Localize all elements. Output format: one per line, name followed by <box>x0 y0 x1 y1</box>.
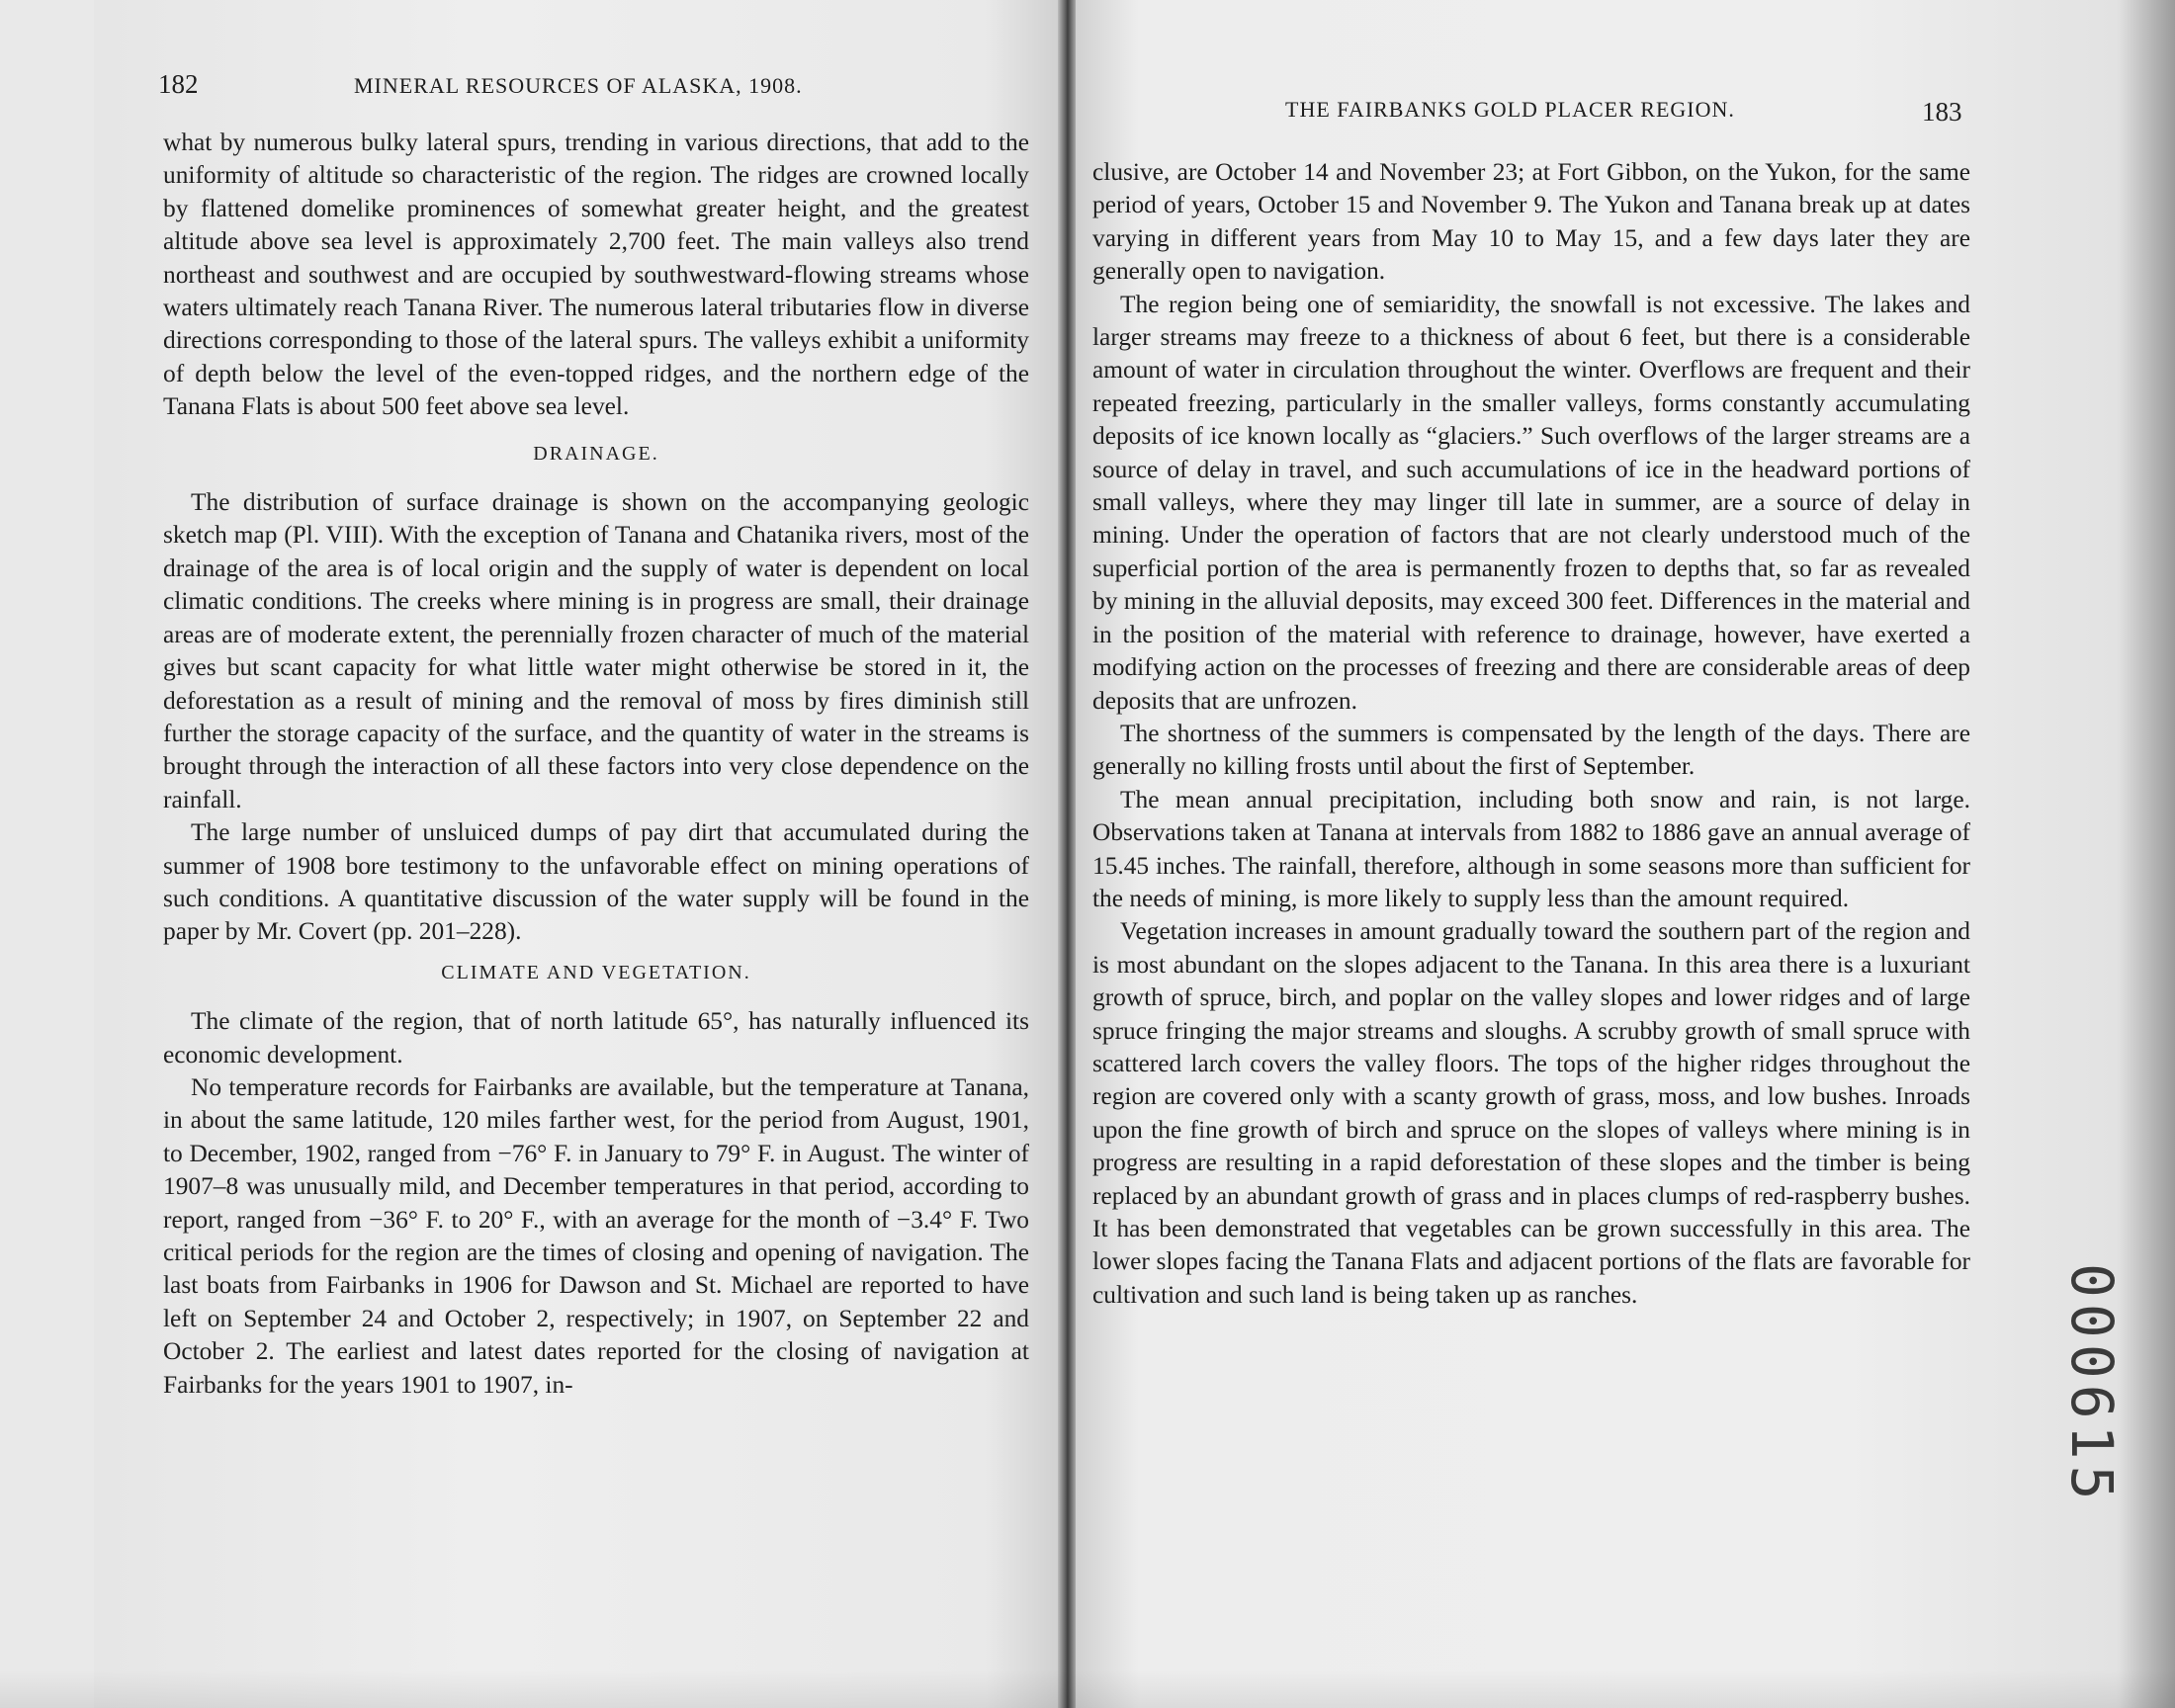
left-paragraph-5: No temperature records for Fairbanks are available, but the temperature at Tanana, in about the same latitude, 120 miles farther west, for the period from August, 1901, to December, 1902, ranged from −76° F. in January to 79° F. in August. The winter of 1907–8 was unusually mild, and December temperatures in that period, according to report, ranged from −36° F. to 20° F., with an average for the month of −3.4° F. Two critical periods for the region are the times of closing and opening of navigation. The last boats from Fairbanks in 1906 for Dawson and St. Michael are reported to have left on September 24 and October 2, respectively; in 1907, on September 22 and October 2. The earliest and latest dates reported for the closing of navigation at Fairbanks for the years 1901 to 1907, in- <box>163 1072 1029 1399</box>
book-gutter <box>1058 0 1076 1708</box>
left-text-column <box>163 127 1029 1402</box>
left-paragraph-2: The distribution of surface drainage is shown on the accompanying geologic sketch map (Pl. VIII). With the exception of Tanana and Chatanika rivers, most of the drainage of the area is of local origin and the supply of water is dependent on local climatic conditions. The creeks where mining is in progress are small, their drainage areas are of moderate extent, the perennially frozen character of much of the material gives but scant capacity for what little water might otherwise be stored in it, the deforestation as a result of mining and the removal of moss by fires diminish still further the storage capacity of the surface, and the quantity of water in the streams is brought through the interaction of all these factors into very close dependence on the rainfall. <box>163 488 1029 813</box>
right-paragraph-1: clusive, are October 14 and November 23; at Fort Gibbon, on the Yukon, for the same period of years, October 15 and November 9. The Yukon and Tanana break up at dates varying in different years from May 10 to May 15, and a few days later they are generally open to navigation. <box>1092 158 1970 286</box>
left-running-head: MINERAL RESOURCES OF ALASKA, 1908. <box>354 73 803 98</box>
left-page-number: 182 <box>158 69 199 99</box>
right-page-number: 183 <box>1922 97 1962 127</box>
right-text-column <box>1092 156 1970 1312</box>
heading-climate-vegetation: CLIMATE AND VEGETATION. <box>441 961 751 983</box>
right-running-head: THE FAIRBANKS GOLD PLACER REGION. <box>1285 97 1735 122</box>
left-paragraph-3: The large number of unsluiced dumps of pay dirt that accumulated during the summer of 1908 bore testimony to the unfavorable effect on mining operations of such conditions. A quantitative discussion of the water supply will be found in the paper by Mr. Covert (pp. 201–228). <box>163 818 1029 946</box>
heading-drainage: DRAINAGE. <box>533 442 659 465</box>
right-paragraph-3: The shortness of the summers is compensated by the length of the days. There are generally no killing frosts until about the first of September. <box>1092 719 1970 781</box>
left-paragraph-1: what by numerous bulky lateral spurs, trending in various directions, that add to the uniformity of altitude so characteristic of the region. The ridges are crowned locally by flattened domelike prominences of somewhat greater height, and the greatest altitude above sea level is approximately 2,700 feet. The main valleys also trend northeast and southwest and are occupied by southwestward-flowing streams whose waters ultimately reach Tanana River. The numerous lateral tributaries flow in diverse directions corresponding to those of the lateral spurs. The valleys exhibit a uniformity of depth below the level of the even-topped ridges, and the northern edge of the Tanana Flats is about 500 feet above sea level. <box>163 128 1029 421</box>
left-paragraph-4: The climate of the region, that of north latitude 65°, has naturally influenced its economic development. <box>163 1007 1029 1068</box>
archive-stamp-number <box>1918 1263 2126 1362</box>
right-paragraph-4: The mean annual precipitation, including both snow and rain, is not large. Observations taken at Tanana at intervals from 1882 to 1886 gave an annual average of 15.45 inches. The rainfall, therefore, although in some seasons more than sufficient for the needs of mining, is more likely to supply less than the amount required. <box>1092 785 1970 912</box>
bottom-shade <box>0 1670 2175 1708</box>
right-paragraph-5: Vegetation increases in amount gradually toward the southern part of the region and is most abundant on the slopes adjacent to the Tanana. In this area there is a luxuriant growth of spruce, birch, and poplar on the valley slopes and lower ridges and of large spruce fringing the major streams and sloughs. A scrubby growth of small spruce with scattered larch covers the valley floors. The tops of the higher ridges throughout the region are covered only with a scanty growth of grass, moss, and low bushes. Inroads upon the fine growth of birch and spruce on the slopes of valleys where mining is in progress are resulting in a rapid deforestation of these slopes and the timber is being replaced by an abundant growth of grass and in places clumps of red-raspberry bushes. It has been demonstrated that vegetables can be grown successfully in this area. The lower slopes facing the Tanana Flats and adjacent portions of the flats are favorable for cultivation and such land is being taken up as ranches. <box>1092 917 1970 1309</box>
right-paragraph-2: The region being one of semiaridity, the snowfall is not excessive. The lakes and larger streams may freeze to a thickness of about 6 feet, but there is a considerable amount of water in circulation throughout the winter. Overflows are frequent and their repeated freezing, particularly in the smaller valleys, forms constantly accumulating deposits of ice known locally as “glaciers.” Such overflows of the larger streams are a source of delay in travel, and such accumulations of ice in the headward portions of small valleys, where they may linger till late in summer, are a source of delay in mining. Under the operation of factors that are not clearly understood much of the superficial portion of the area is permanently frozen to depths that, so far as revealed by mining in the alluvial deposits, may exceed 300 feet. Differences in the material and in the position of the material with reference to drainage, however, have exerted a modifying action on the processes of freezing and there are considerable areas of deep deposits that are unfrozen. <box>1092 290 1970 715</box>
page-edge-shadow <box>2116 0 2175 1708</box>
